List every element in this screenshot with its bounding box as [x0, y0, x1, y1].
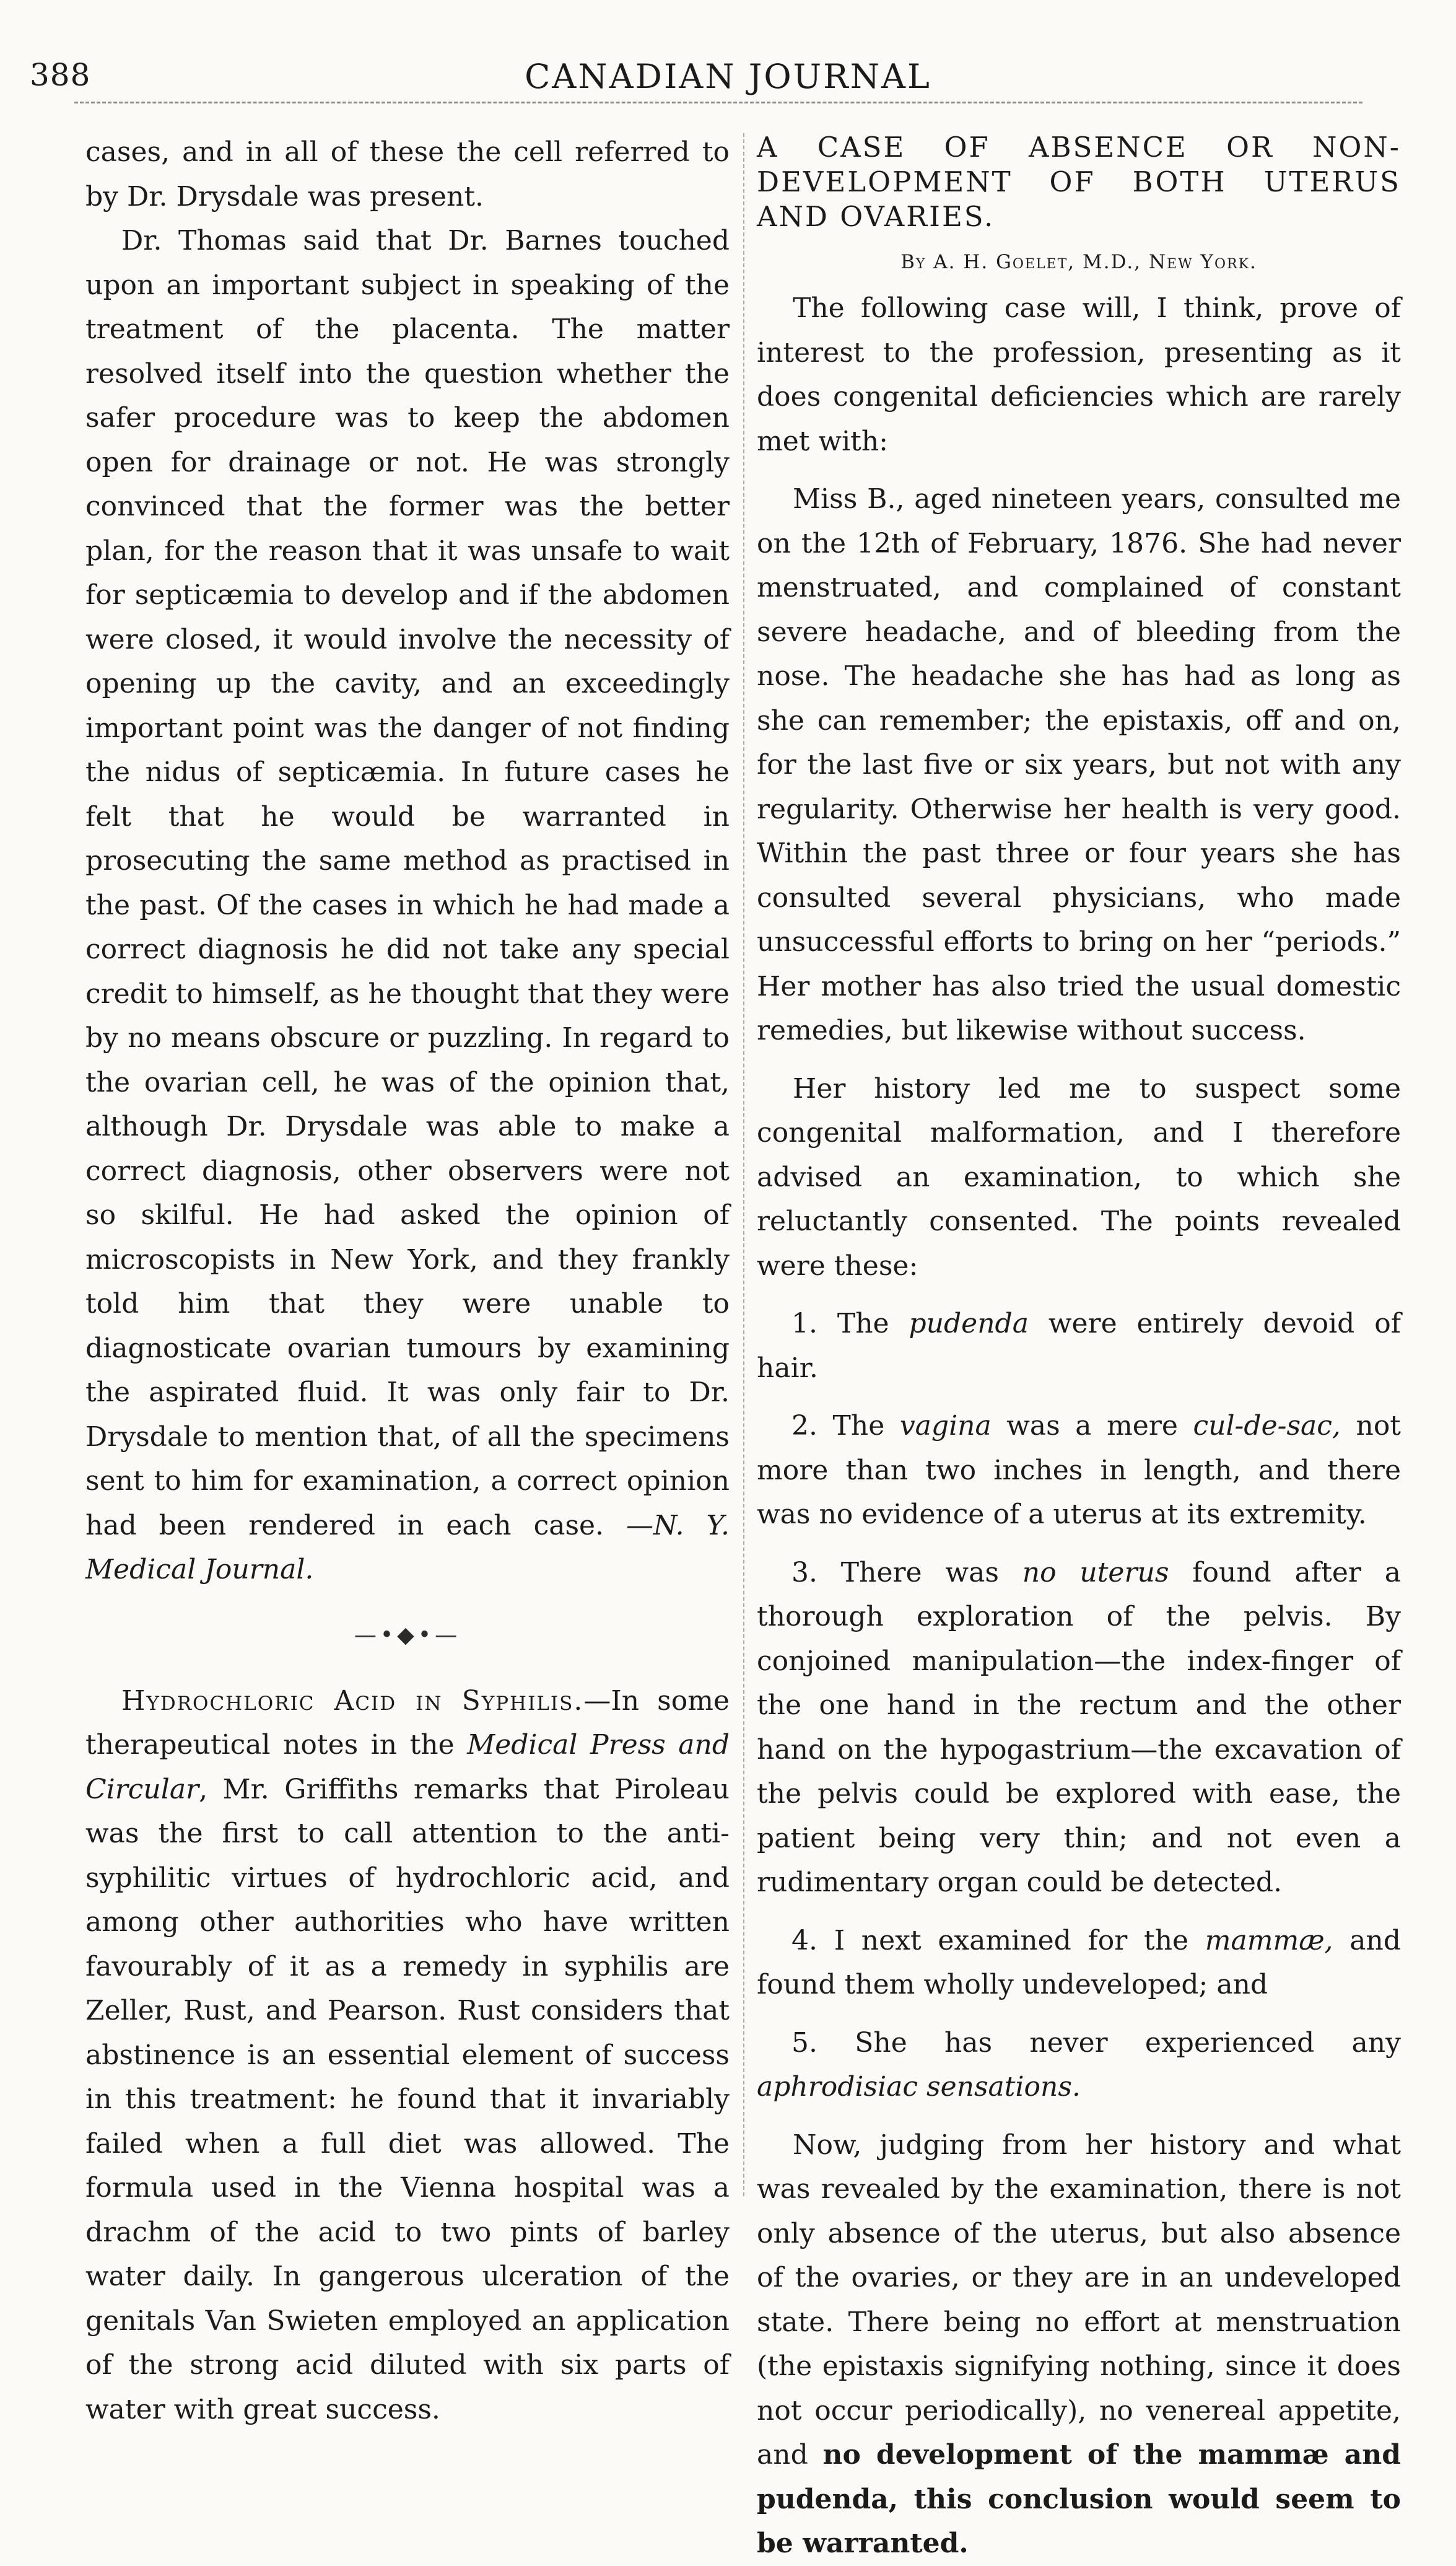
list-text: and found them wholly undeveloped; and [757, 1924, 1401, 2000]
article-byline: By A. H. Goelet, M.D., New York. [900, 251, 1257, 273]
italic-term: aphrodisiac sensations. [757, 2071, 1081, 2103]
left-column [85, 130, 730, 2432]
list-text: 3. There was [791, 1556, 1022, 1588]
list-text: was a mere [991, 1410, 1193, 1442]
paragraph: Miss B., aged nineteen years, consulted me on the 12th of February, 1876. She had never menstruated, and complained of constant severe headache, and of bleeding from the nose. The headache she has had as long as she can remember; the epistaxis, off and on, for the last five or six years, but not with any regularity. Otherwise her health is very good. Within the past three or four years she has consulted several physicians, who made unsuccessful efforts to bring on her “periods.” Her mother has also tried the usual domestic remedies, but likewise without success. [757, 483, 1401, 1046]
list-text: not more than two inches in length, and there was no evidence of a uterus at its extremity. [757, 1410, 1401, 1530]
list-text: 4. I next examined for the [791, 1924, 1205, 1956]
paragraph: cases, and in all of these the cell referred to by Dr. Drysdale was present. [85, 136, 730, 212]
italic-term: no uterus [1022, 1556, 1169, 1588]
paragraph-text: Now, judging from her history and what was revealed by the examination, there is not only absence of the uterus, but also absence of the ovaries, or they are in an undeveloped state. There being no effort at menstruation (the epistaxis signifying nothing, since it does not occur periodically), no venereal appetite, and [757, 2129, 1401, 2471]
running-title: CANADIAN JOURNAL [525, 57, 931, 96]
italic-term: vagina [899, 1410, 992, 1442]
list-item [757, 1919, 1401, 2007]
publication-title: Medical Press and Circular [85, 1729, 730, 1805]
page-header [30, 57, 1426, 113]
paragraph-text: , Mr. Griffiths remarks that Piroleau was the first to call attention to the anti-syphilitic virtues of hydrochloric acid, and among other authorities who have written favourably of it as a remedy in syphilis are Zeller, Rust, and Pearson. Rust considers that abstinence is an essential element of success in this treatment: he found that it invariably failed when a full diet was allowed. The formula used in the Vienna hospital was a drachm of the acid to two pints of barley water daily. In gangerous ulceration of the genitals Van Swieten employed an application of the strong acid diluted with six parts of water with great success. [85, 1773, 730, 2425]
right-column [757, 130, 1401, 2566]
paragraph [85, 1679, 730, 2432]
list-text: found after a thorough exploration of the pelvis. By conjoined manipulation—the index-finger of the one hand in the rectum and the other hand on the hypogastrium—the excavation of the pelvis could be explored with ease, the patient being very thin; and not even a rudimentary organ could be detected. [757, 1556, 1401, 1898]
article-title: A CASE OF ABSENCE OR NON-DEVELOPMENT OF BOTH UTERUS AND OVARIES. [757, 131, 1401, 233]
list-item [757, 1551, 1401, 1905]
header-rule [74, 102, 1362, 103]
section-ornament: —•◆•— [354, 1622, 461, 1648]
page-number: 388 [30, 57, 91, 93]
list-text: 1. The [791, 1308, 909, 1339]
section-heading: Hydrochloric Acid in Syphilis. [121, 1684, 584, 1717]
list-item [757, 1302, 1401, 1390]
list-text: 2. The [791, 1410, 900, 1442]
paragraph [757, 2123, 1401, 2566]
paragraph-text: no development of the mammæ and pudenda, this conclusion would seem to be warranted. [757, 2439, 1401, 2559]
paragraph [85, 219, 730, 1592]
paragraph-text: —In some therapeutical notes in the [85, 1684, 730, 1761]
italic-term: pudenda [909, 1308, 1029, 1339]
list-text: 5. She has never experienced any [791, 2026, 1401, 2059]
source-citation: —N. Y. Medical Journal. [85, 1509, 730, 1585]
paragraph: Her history led me to suspect some congenital malformation, and I therefore advised an examination, to which she reluctantly consented. The points revealed were these: [757, 1072, 1401, 1282]
paragraph-text: Dr. Thomas said that Dr. Barnes touched upon an important subject in speaking of the treatment of the placenta. The matter resolved itself into the question whether the safer procedure was to keep the abdomen open for drainage or not. He was strongly convinced that the former was the better plan, for the reason that it was unsafe to wait for septicæmia to develop and if the abdomen were closed, it would involve the necessity of opening up the cavity, and an exceedingly important point was the danger of not finding the nidus of septicæmia. In future cases he felt that he would be warranted in prosecuting the same method as practised in the past. Of the cases in which he had made a correct diagnosis he did not take any special credit to himself, as he thought that they were by no means obscure or puzzling. In regard to the ovarian cell, he was of the opinion that, although Dr. Drysdale was able to make a correct diagnosis, other observers were not so skilful. He had asked the opinion of microscopists in New York, and they frankly told him that they were unable to diagnosticate ovarian tumours by examining the aspirated fluid. It was only fair to Dr. Drysdale to mention that, of all the specimens sent to him for examination, a correct opinion had been rendered in each case. [85, 225, 730, 1541]
italic-term: mammæ, [1205, 1924, 1333, 1956]
list-item [757, 1404, 1401, 1537]
list-text: were entirely devoid of hair. [757, 1308, 1401, 1384]
italic-term: cul-de-sac, [1193, 1410, 1341, 1442]
list-item [757, 2021, 1401, 2109]
column-divider [743, 133, 744, 2196]
paragraph: The following case will, I think, prove of interest to the profession, presenting as it does congenital deficiencies which are rarely met with: [757, 292, 1401, 457]
